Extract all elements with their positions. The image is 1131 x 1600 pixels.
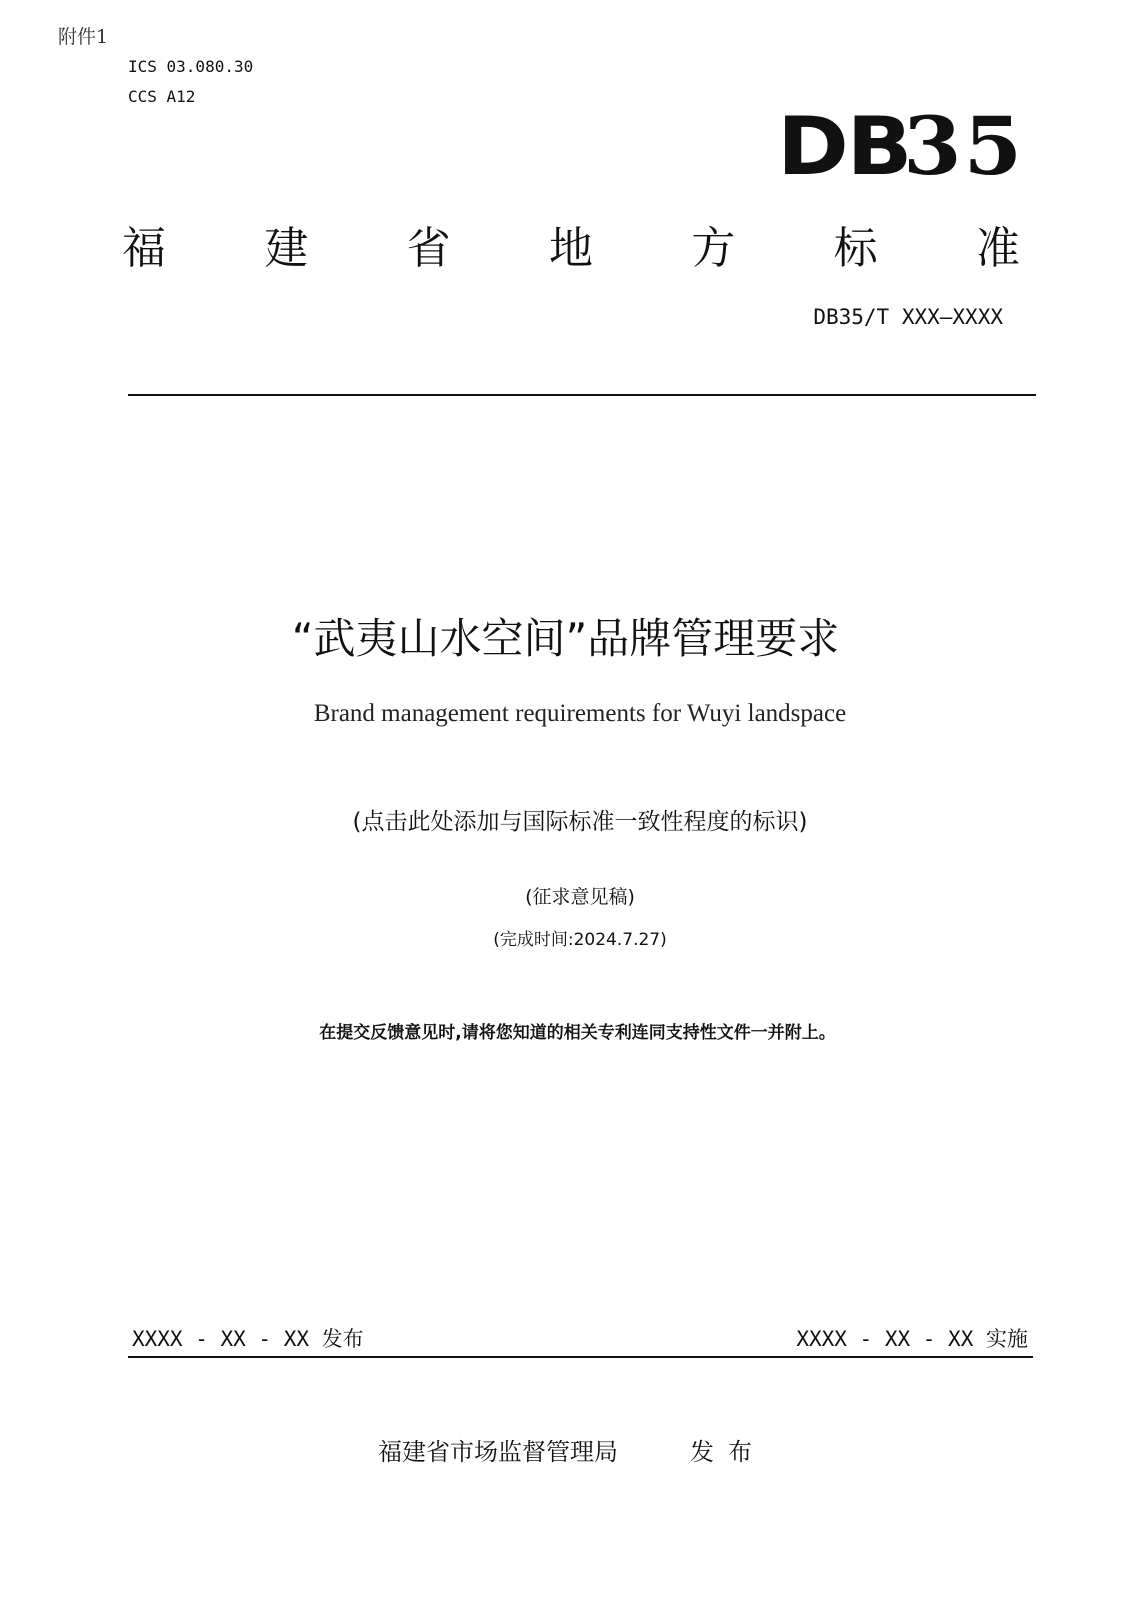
standard-char: 省 bbox=[406, 223, 451, 274]
ccs-code: CCS A12 bbox=[128, 87, 196, 106]
attachment-label: 附件1 bbox=[58, 26, 109, 48]
standard-char: 福 bbox=[122, 223, 166, 274]
issue-date: XXXX - XX - XX 发布 bbox=[132, 1327, 364, 1351]
document-title-chinese: “武夷山水空间”品牌管理要求 bbox=[291, 614, 840, 663]
standard-char: 准 bbox=[975, 223, 1020, 274]
standard-char: 建 bbox=[264, 223, 309, 274]
draft-status: (征求意见稿) bbox=[525, 886, 635, 908]
issue-action: 发布 bbox=[690, 1438, 766, 1466]
standard-char: 标 bbox=[833, 223, 878, 274]
completion-time: (完成时间:2024.7.27) bbox=[493, 930, 667, 950]
logo-number: 35 bbox=[902, 99, 1024, 193]
standard-char: 方 bbox=[691, 223, 736, 274]
top-divider bbox=[128, 394, 1036, 396]
ics-code: ICS 03.080.30 bbox=[128, 57, 254, 76]
standard-code: DB35/T XXX—XXXX bbox=[813, 305, 1003, 329]
standard-char: 地 bbox=[548, 223, 593, 274]
bottom-divider bbox=[128, 1356, 1033, 1358]
patent-notice: 在提交反馈意见时,请将您知道的相关专利连同支持性文件一并附上。 bbox=[319, 1023, 836, 1043]
standard-category-title bbox=[122, 212, 1020, 276]
logo-letters: DB bbox=[777, 100, 911, 193]
issuing-authority: 福建省市场监督管理局 bbox=[378, 1438, 618, 1466]
consistency-placeholder[interactable]: (点击此处添加与国际标准一致性程度的标识) bbox=[352, 809, 808, 835]
implementation-date: XXXX - XX - XX 实施 bbox=[796, 1327, 1028, 1351]
document-title-english: Brand management requirements for Wuyi landspace bbox=[313, 700, 847, 727]
db35-logo bbox=[777, 99, 1024, 193]
